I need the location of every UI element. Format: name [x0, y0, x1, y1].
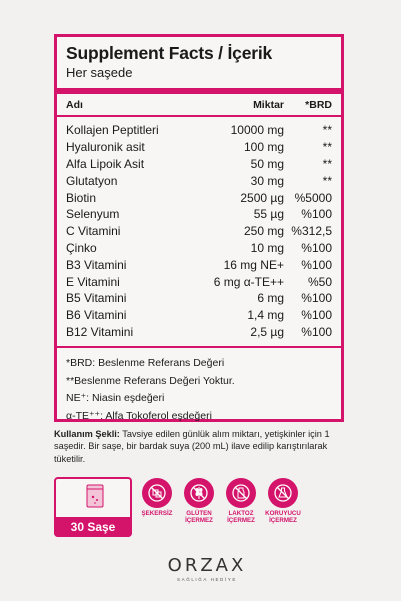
nutrient-name: Alfa Lipoik Asit	[66, 156, 145, 171]
table-row	[66, 223, 332, 240]
table-row	[66, 206, 332, 223]
preservative-free-icon	[273, 483, 293, 503]
sachet-count-badge	[54, 477, 132, 537]
nutrient-amount: 6 mg α-TE++	[213, 274, 284, 289]
nutrient-name: B3 Vitamini	[66, 257, 127, 272]
table-row	[66, 139, 332, 156]
feature-label: LAKTOZ İÇERMEZ	[227, 510, 255, 524]
nutrient-amount: 2500 µg	[240, 190, 284, 205]
footnote: NE⁺: Niasin eşdeğeri	[66, 392, 165, 405]
feature-preservative-free	[267, 478, 299, 524]
feature-gluten-free	[183, 478, 215, 524]
sugar-free-icon	[147, 483, 167, 503]
table-row	[66, 172, 332, 189]
supplement-facts-panel	[54, 34, 344, 422]
nutrient-brd: %100	[301, 257, 332, 272]
nutrient-amount: 16 mg NE+	[223, 257, 284, 272]
footnotes	[66, 348, 332, 424]
table-row	[66, 256, 332, 273]
nutrient-brd: %100	[301, 324, 332, 339]
usage-label: Kullanım Şekli:	[54, 429, 120, 439]
nutrient-name: Biotin	[66, 190, 97, 205]
nutrient-brd: %100	[301, 308, 332, 323]
table-row	[66, 240, 332, 257]
nutrient-brd: **	[322, 123, 332, 138]
feature-label: GLÜTEN İÇERMEZ	[185, 510, 213, 524]
nutrient-name: B5 Vitamini	[66, 291, 127, 306]
nutrient-name: Kollajen Peptitleri	[66, 123, 159, 138]
nutrient-amount: 100 mg	[243, 140, 284, 155]
table-row	[66, 189, 332, 206]
table-row	[66, 156, 332, 173]
table-row	[66, 324, 332, 341]
brand-name: ORZAX	[167, 555, 247, 576]
usage-text: Tavsiye edilen günlük alım miktarı, yetişkinler için 1 saşedir. Bir saşe, bir bardak suya (200 mL) ilave edilip karıştırılarak tüketilir.	[54, 429, 330, 464]
column-header-amount: Miktar	[253, 98, 284, 111]
nutrient-name: E Vitamini	[66, 274, 120, 289]
lactose-free-icon	[231, 483, 251, 503]
nutrient-name: C Vitamini	[66, 224, 121, 239]
nutrient-brd: %100	[301, 240, 332, 255]
nutrient-name: Hyaluronik asit	[66, 140, 145, 155]
nutrient-amount: 2,5 µg	[250, 324, 284, 339]
footnote: α-TE⁺⁺: Alfa Tokoferol eşdeğeri	[66, 409, 212, 422]
brand-logo	[167, 555, 247, 582]
nutrient-brd: **	[322, 156, 332, 171]
table-row	[66, 122, 332, 139]
nutrient-amount: 1,4 mg	[247, 308, 284, 323]
nutrient-brd: %100	[301, 207, 332, 222]
table-header	[66, 94, 332, 115]
nutrient-brd: %5000	[294, 190, 332, 205]
nutrient-name: B6 Vitamini	[66, 308, 127, 323]
feature-label: KORUYUCU İÇERMEZ	[265, 510, 301, 524]
nutrient-amount: 55 µg	[253, 207, 284, 222]
feature-lactose-free	[225, 478, 257, 524]
nutrient-name: Çinko	[66, 240, 97, 255]
nutrient-brd: **	[322, 140, 332, 155]
sachet-icon	[81, 482, 109, 510]
nutrient-amount: 30 mg	[250, 173, 284, 188]
nutrient-name: Selenyum	[66, 207, 120, 222]
nutrient-amount: 10000 mg	[230, 123, 284, 138]
sachet-count-label: 30 Saşe	[54, 517, 132, 537]
panel-title: Supplement Facts / İçerik	[66, 43, 273, 63]
column-header-name: Adı	[66, 98, 83, 111]
feature-label: ŞEKERSİZ	[141, 510, 173, 517]
footnote: *BRD: Beslenme Referans Değeri	[66, 357, 225, 370]
nutrient-brd: **	[322, 173, 332, 188]
nutrient-amount: 250 mg	[243, 224, 284, 239]
panel-subtitle: Her saşede	[66, 65, 133, 80]
usage-instructions	[54, 428, 354, 465]
table-row	[66, 307, 332, 324]
nutrient-brd: %50	[307, 274, 332, 289]
nutrient-amount: 50 mg	[250, 156, 284, 171]
feature-icons	[141, 478, 299, 524]
feature-sugar-free	[141, 478, 173, 524]
nutrient-rows	[66, 117, 332, 346]
nutrient-name: B12 Vitamini	[66, 324, 134, 339]
table-row	[66, 290, 332, 307]
nutrient-name: Glutatyon	[66, 173, 118, 188]
nutrient-brd: %100	[301, 291, 332, 306]
footnote: **Beslenme Referans Değeri Yoktur.	[66, 374, 235, 387]
nutrient-amount: 10 mg	[250, 240, 284, 255]
gluten-free-icon	[189, 483, 209, 503]
brand-tagline: SAĞLIĞA HEDİYE	[177, 577, 237, 582]
nutrient-amount: 6 mg	[257, 291, 284, 306]
table-row	[66, 273, 332, 290]
column-header-brd: *BRD	[305, 98, 332, 111]
nutrient-brd: %312,5	[291, 224, 332, 239]
